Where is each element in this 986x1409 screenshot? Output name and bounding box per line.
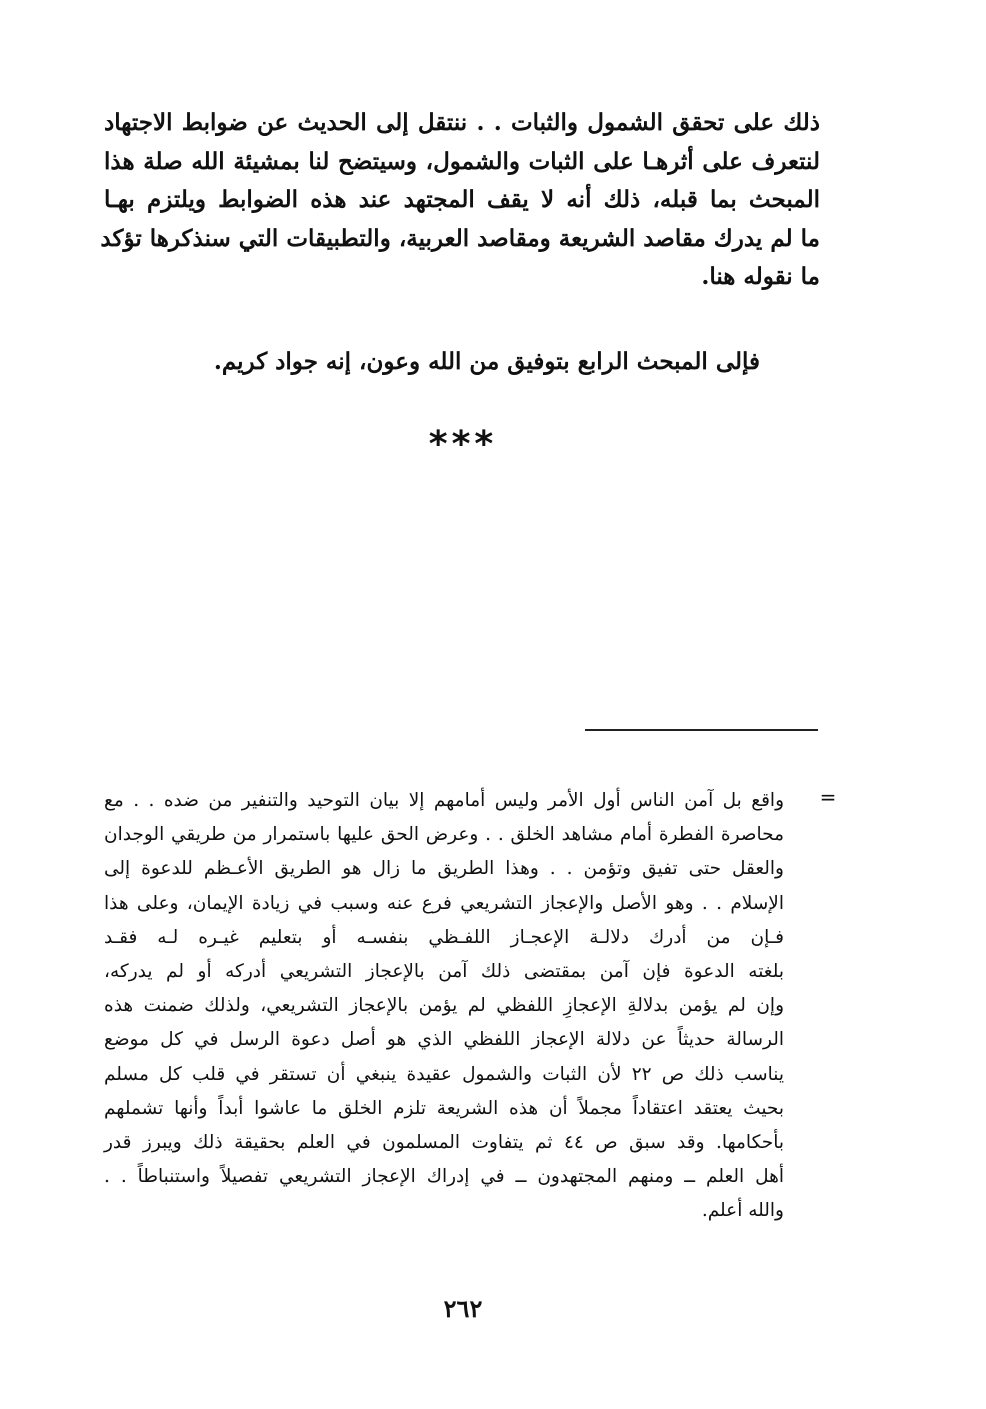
main-text-line: لنتعرف على أثرهـا على الثبات والشمول، وسيتضح لنا بمشيئة الله صلة هذا — [104, 147, 820, 175]
page-number: ٢٦٢ — [443, 1294, 483, 1323]
footnote-line: الإسلام . . وهو الأصل والإعجاز التشريعي فرع عنه وسبب في زيادة الإيمان، وعلى هذا — [104, 892, 784, 914]
footnote-line: الرسالة حديثاً عن دلالة الإعجاز اللفظي الذي هو أصل دعوة الرسل في كل موضع — [104, 1029, 784, 1051]
footnote-divider — [585, 729, 818, 731]
footnote-line: بحيث يعتقد اعتقاداً مجملاً أن هذه الشريعة تلزم الخلق ما عاشوا أبداً وأنها تشملهم — [104, 1097, 784, 1119]
footnote-line: بلغته الدعوة فإن آمن بمقتضى ذلك آمن بالإعجاز التشريعي أدركه أو لم يدركه، — [104, 960, 784, 982]
footnote-line: يناسب ذلك ص ٢٢ لأن الثبات والشمول عقيدة ينبغي أن تستقر في قلب كل مسلم — [104, 1063, 784, 1085]
section-separator: *** — [428, 424, 498, 465]
footnote-line: فـإن من أدرك دلالـة الإعجـاز اللفـظي بنفسـه أو بتعليم غيـره لـه فقـد — [104, 926, 784, 948]
footnote-line: بأحكامها. وقد سبق ص ٤٤ ثم يتفاوت المسلمون في العلم بحقيقة ذلك ويبرز قدر — [104, 1131, 785, 1153]
footnote-line: والله أعلم. — [701, 1200, 784, 1222]
footnote — [104, 784, 784, 1228]
footnote-line: محاصرة الفطرة أمام مشاهد الخلق . . وعرض الحق عليها باستمرار من طريقي الوجدان — [104, 824, 784, 846]
main-text-line: ما نقوله هنا. — [701, 263, 820, 290]
footnote-line: والعقل حتى تفيق وتؤمن . . وهذا الطريق ما زال هو الطريق الأعـظم للدعوة إلى — [104, 858, 784, 880]
main-text-line: ذلك على تحقق الشمول والثبات . . ننتقل إلى الحديث عن ضوابط الاجتهاد — [104, 109, 820, 136]
main-text-line: ما لم يدرك مقاصد الشريعة ومقاصد العربية، والتطبيقات التي سنذكرها تؤكد — [100, 224, 820, 252]
closing-sentence: فإلى المبحث الرابع بتوفيق من الله وعون، إنه جواد كريم. — [213, 348, 760, 375]
main-paragraph — [100, 104, 820, 297]
footnote-line: واقع بل آمن الناس أول الأمر وليس أمامهم إلا بيان التوحيد والتنفير من ضده . . مع — [104, 790, 784, 811]
main-text-line: المبحث بما قبله، ذلك أنه لا يقف المجتهد عند هذه الضوابط ويلتزم بهـا — [104, 186, 820, 213]
footnote-line: وإن لم يؤمن بدلالةِ الإعجازِ اللفظي لم يؤمن بالإعجاز التشريعي، ولذلك ضمنت هذه — [104, 995, 784, 1017]
footnote-line: أهل العلم ــ ومنهم المجتهدون ــ في إدراك الإعجاز التشريعي تفصيلاً واستنباطاً . . — [104, 1166, 784, 1188]
footnote-continuation-marker: = — [819, 785, 837, 809]
